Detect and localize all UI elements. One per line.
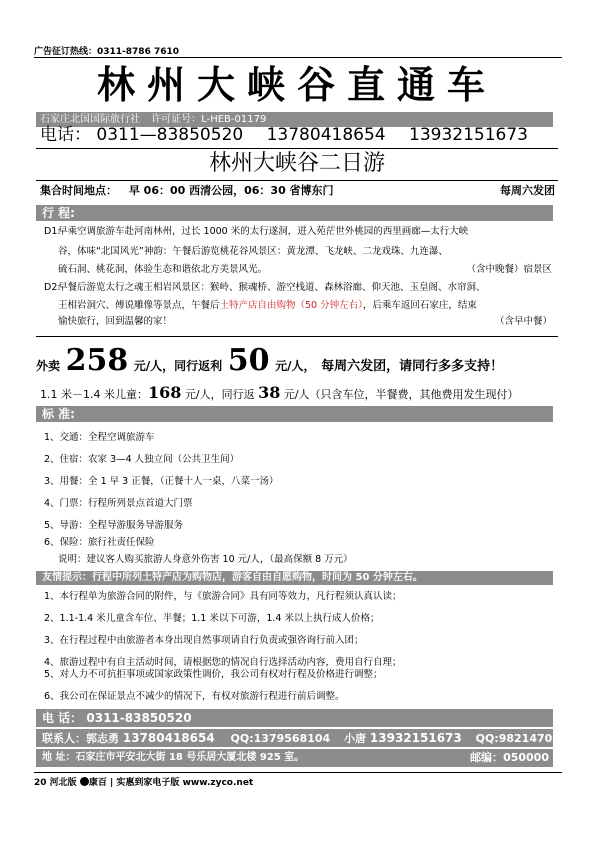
contact-phone-bar	[36, 709, 553, 727]
address-label: 地 址：	[42, 752, 76, 763]
tip-item: 6、我公司在保证景点不减少的情况下，有权对旅游行程进行前后调整。	[44, 691, 345, 702]
standard-item: 6、保险：旅行社责任保险	[44, 537, 155, 548]
child-price-text: 元/人，同行返	[181, 388, 259, 401]
phone-number: 0311—83850520	[96, 125, 244, 145]
postcode-value: 050000	[503, 751, 549, 764]
contact-people-bar	[36, 729, 568, 747]
day2-text: 王相岩洞穴、傅说雕像等景点，午餐后	[58, 300, 220, 311]
address-bar	[36, 749, 553, 767]
day2-text: ，后乘车返回石家庄，结束	[362, 300, 477, 311]
address: 石家庄市平安北大街 18 号乐居大厦北楼 925 室。	[75, 752, 305, 763]
day2-text: 愉快旅行，回到温馨的家！	[58, 316, 173, 327]
qq-label: QQ:	[475, 732, 499, 745]
divider	[36, 148, 558, 149]
tour-name: 林州大峡谷二日游	[208, 151, 385, 176]
footer	[34, 775, 253, 788]
day2-meal: （含早中餐）	[494, 316, 552, 327]
price-prefix: 外卖	[36, 359, 61, 373]
insurance-note: 说明：建议客人购买旅游人身意外伤害 10 元/人，（最高保额 8 万元）	[58, 554, 353, 565]
divider	[36, 336, 558, 337]
license-number: L-HEB-01179	[201, 114, 267, 125]
tip-item: 1、本行程单为旅游合同的附件，与《旅游合同》具有同等效力，凡行程须认真认读；	[44, 591, 402, 602]
footer-url: www.zyco.net	[182, 778, 254, 788]
day2-line	[58, 314, 552, 330]
day2-text: 早餐后游览太行之魂王相岩风景区：猴岭、猴魂桥、游空栈道、森林浴廊、仰天池、玉皇阁、水帘洞、	[58, 282, 486, 293]
day1-meal: （含中晚餐）宿景区	[466, 264, 552, 275]
child-price-label: 1.1 米－1.4 米儿童：	[40, 388, 148, 401]
standard-item: 4、门票：行程所列景点首道大门票	[44, 498, 193, 509]
day1-line: 谷，体味“北国风光”神韵：午餐后游览桃花谷风景区：黄龙潭、飞龙峡、二龙戏珠、九连瀑、	[58, 246, 448, 257]
standard-item: 1、交通：全程空调旅游车	[44, 432, 155, 443]
child-rebate-value: 38	[258, 383, 281, 402]
rebate-unit: 元/人，	[275, 359, 316, 373]
standard-item: 3、用餐：全 1 早 3 正餐，（正餐十人一桌，八菜一汤）	[44, 476, 279, 487]
footer-slogan: 实惠到家电子版	[116, 778, 180, 788]
contact-phone-label: 电 话：	[42, 711, 83, 725]
assembly-detail: 早 06：00 西清公园，06：30 省博东门	[128, 184, 334, 197]
contact-mobile: 13932151673	[369, 731, 462, 745]
divider	[36, 180, 558, 181]
top-divider	[34, 57, 562, 58]
phone-row	[40, 124, 560, 146]
ad-hotline: 广告征订热线：0311-8786 7610	[34, 47, 180, 57]
page-title: 林州大峡谷直通车	[96, 63, 497, 107]
contact-mobile: 13780418654	[122, 731, 215, 745]
phone-number: 13780418654	[266, 125, 386, 145]
day1-text: 硫石洞、桃花洞，体验生态和谐依北方美景风光。	[58, 264, 268, 275]
phone-label: 电话：	[40, 125, 91, 145]
qq-number: 98214708S	[498, 732, 568, 745]
tip-item: 5、对人力不可抗拒事项或国家政策性调价，我公司有权对行程及价格进行调整；	[44, 669, 383, 680]
adult-price-unit: 元/人，同行返利	[133, 359, 223, 373]
child-price-value: 168	[147, 383, 182, 402]
assembly-info	[40, 183, 555, 199]
tip-item: 4、旅游过程中有自主活动时间，请根据您的情况自行选择活动内容，费用自行自理；	[44, 657, 402, 668]
day1-line	[58, 262, 552, 278]
edition: 河北版	[49, 778, 77, 788]
license-label: 许可证号：	[151, 114, 202, 125]
rebate-value: 50	[227, 343, 270, 378]
postcode-label: 邮编：	[470, 751, 504, 764]
qq-number: 1379568104	[253, 732, 331, 745]
brand-logo-icon	[80, 777, 89, 786]
contact-person: 联系人：郭志勇	[42, 732, 119, 745]
price-slogan: 每周六发团，请同行多多支持！	[321, 359, 504, 374]
brand-name: 康百	[88, 778, 107, 788]
contact-person: 小唐	[344, 732, 367, 745]
child-price-note: 元/人（只含车位，半餐费，其他费用发生现付）	[280, 388, 519, 401]
weekly-departure: 每周六发团	[500, 184, 555, 197]
tips-header: 友情提示：行程中所列土特产店为购物店，游客自由自愿购物，时间为 50 分钟左右。	[36, 571, 553, 585]
phone-number: 13932151673	[409, 125, 528, 145]
day1-text: 早乘空调旅游车赴河南林州，过长 1000 米的太行遂洞，进入苑茫世外桃园的西里画廊—太行大峡	[58, 226, 469, 237]
day2-line	[44, 280, 554, 296]
tip-item: 3、在行程过程中由旅游者本身出现自然事项请自行负责或强咨询行前入团；	[44, 635, 364, 646]
day1-label: D1:	[44, 226, 61, 237]
contact-phone: 0311-83850520	[86, 711, 192, 725]
adult-price	[36, 343, 556, 379]
day2-line	[58, 298, 552, 314]
day1-line	[44, 224, 554, 240]
standard-item: 5、导游：全程导游服务导游服务	[44, 520, 184, 531]
itinerary-header: 行 程:	[36, 205, 553, 221]
shopping-note: 土特产店自由购物（50 分钟左右）	[219, 300, 363, 311]
standard-item: 2、住宿：农家 3—4 人独立间（公共卫生间）	[44, 454, 240, 465]
day2-label: D2:	[44, 282, 61, 293]
page-number: 20	[34, 778, 47, 788]
tip-item: 2、1.1-1.4 米儿童含车位、半餐；1.1 米以下可游，1.4 米以上执行成人价格；	[44, 613, 380, 624]
bottom-divider	[34, 772, 562, 773]
postcode	[470, 749, 549, 767]
assembly-label: 集合时间地点：	[40, 184, 117, 197]
qq-label: QQ:	[230, 732, 254, 745]
footer-separator: |	[109, 778, 114, 788]
agency-name: 石家庄北国国际旅行社	[40, 114, 140, 125]
child-price	[40, 383, 555, 405]
standard-header: 标 准:	[36, 406, 553, 422]
adult-price-value: 258	[65, 343, 129, 378]
